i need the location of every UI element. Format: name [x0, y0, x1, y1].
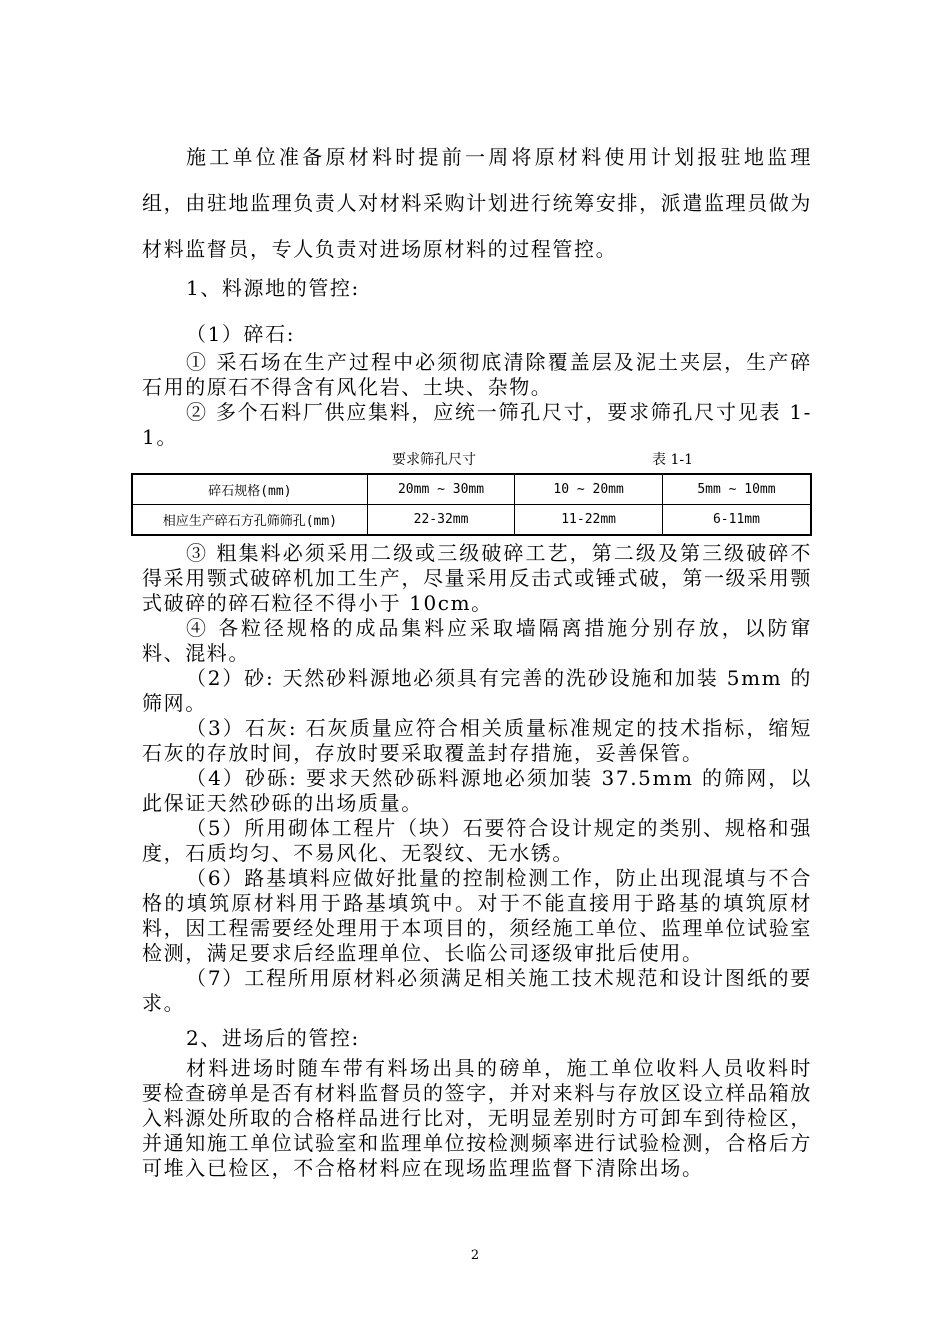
table-cell: 20mm ~ 30mm [367, 474, 515, 505]
table-label: 表 1-1 [652, 452, 693, 468]
section2-heading: 2、进场后的管控: [186, 1026, 360, 1050]
item-4-paragraph: ④ 各粒径规格的成品集料应采取墙隔离措施分别存放，以防窜料、混料。 [142, 616, 812, 665]
page-number: 2 [470, 1248, 480, 1263]
sand-paragraph: （2）砂: 天然砂料源地必须具有完善的洗砂设施和加装 5mm 的筛网。 [142, 666, 812, 715]
table-cell: 相应生产碎石方孔筛筛孔(mm) [132, 505, 367, 536]
table-title: 要求筛孔尺寸 [392, 452, 476, 468]
table-cell: 6-11mm [662, 505, 811, 536]
sieve-size-table [131, 473, 812, 536]
table-cell: 碎石规格(mm) [132, 474, 367, 505]
lime-paragraph: （3）石灰: 石灰质量应符合相关质量标准规定的技术指标，缩短石灰的存放时间，存放时要采取覆盖封存措施，妥善保管。 [142, 716, 812, 765]
table-row [132, 474, 811, 505]
section1-heading: 1、料源地的管控: [186, 276, 360, 300]
table-cell: 5mm ~ 10mm [662, 474, 811, 505]
table-cell: 10 ~ 20mm [515, 474, 663, 505]
gravel-paragraph: （4）砂砾: 要求天然砂砾料源地必须加装 37.5mm 的筛网，以此保证天然砂砾的出场质量。 [142, 766, 812, 815]
table-cell: 11-22mm [515, 505, 663, 536]
masonry-stone-paragraph: （5）所用砌体工程片（块）石要符合设计规定的类别、规格和强度，石质均匀、不易风化、无裂纹、无水锈。 [142, 816, 812, 865]
crushed-stone-heading: （1）碎石: [186, 322, 296, 346]
item-2-paragraph: ② 多个石料厂供应集料，应统一筛孔尺寸，要求筛孔尺寸见表 1-1。 [142, 400, 812, 449]
item-3-paragraph: ③ 粗集料必须采用二级或三级破碎工艺，第二级及第三级破碎不得采用颚式破碎机加工生产，尽量采用反击式或锤式破，第一级采用颚式破碎的碎石粒径不得小于 10cm。 [142, 541, 812, 615]
item-1-paragraph: ① 采石场在生产过程中必须彻底清除覆盖层及泥土夹层，生产碎石用的原石不得含有风化岩、土块、杂物。 [142, 350, 812, 399]
intro-paragraph: 施工单位准备原材料时提前一周将原材料使用计划报驻地监理组，由驻地监理负责人对材料采购计划进行统筹安排，派遣监理员做为材料监督员，专人负责对进场原材料的过程管控。 [142, 145, 812, 261]
section2-body-paragraph: 材料进场时随车带有料场出具的磅单，施工单位收料人员收料时要检查磅单是否有材料监督员的签字，并对来料与存放区设立样品箱放入料源处所取的合格样品进行比对，无明显差别时方可卸车到待检区，并通知施工单位试验室和监理单位按检测频率进行试验检测，合格后方可堆入已检区，不合格材料应在现场监理监督下清除出场。 [142, 1056, 812, 1180]
table-row [132, 505, 811, 536]
general-materials-paragraph: （7）工程所用原材料必须满足相关施工技术规范和设计图纸的要求。 [142, 966, 812, 1015]
table-cell: 22-32mm [367, 505, 515, 536]
subgrade-fill-paragraph: （6）路基填料应做好批量的控制检测工作，防止出现混填与不合格的填筑原材料用于路基填筑中。对于不能直接用于路基的填筑原材料，因工程需要经处理用于本项目的，须经施工单位、监理单位试验室检测，满足要求后经监理单位、长临公司逐级审批后使用。 [142, 866, 812, 965]
